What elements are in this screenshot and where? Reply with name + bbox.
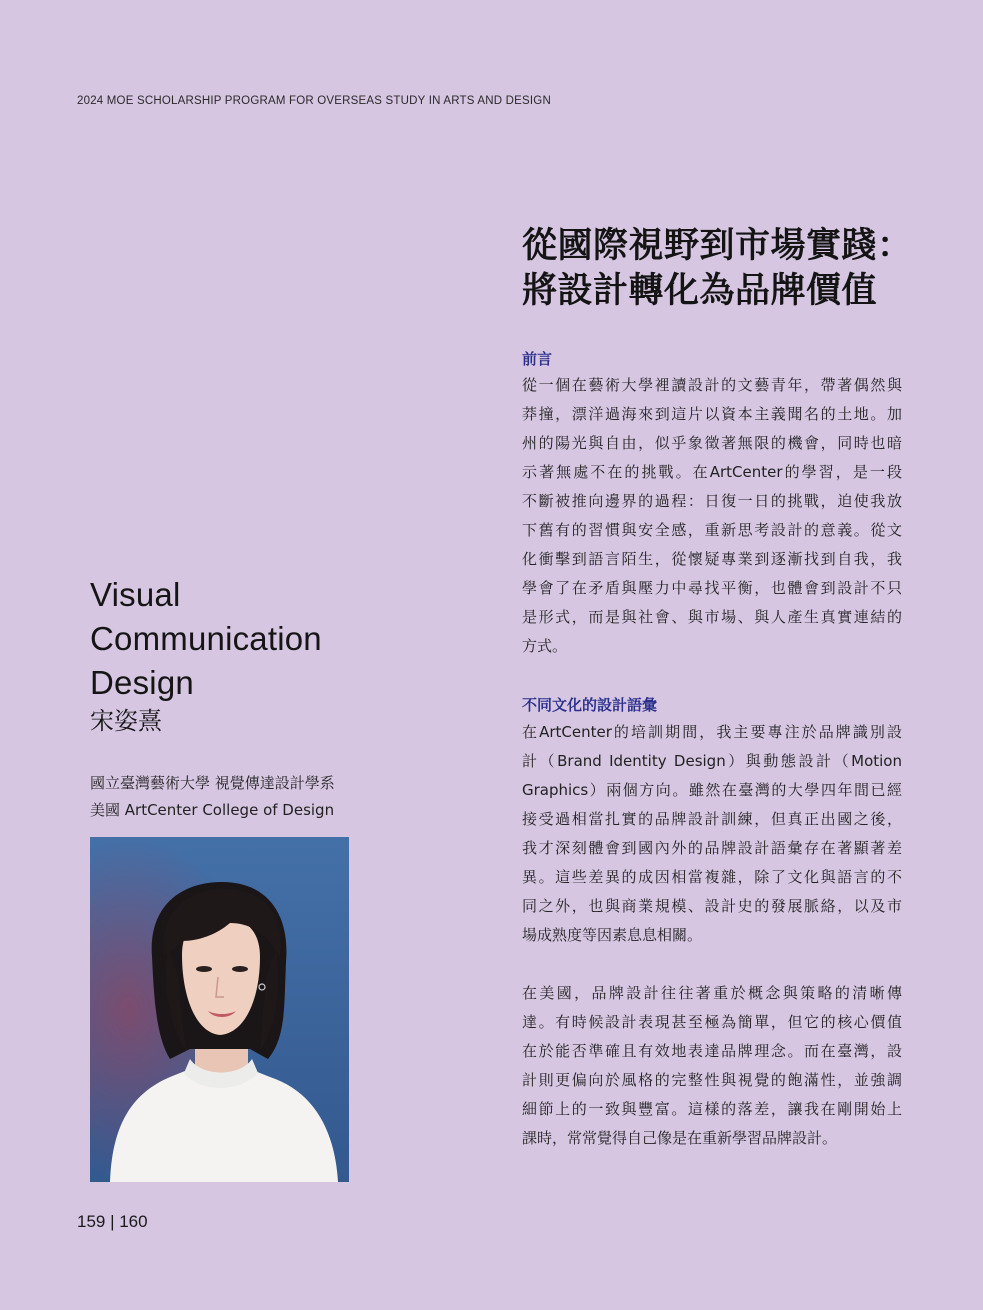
text-line: 異。這些差異的成因相當複雜，除了文化與語言的不 (522, 868, 902, 886)
article-title (522, 224, 962, 314)
text-line: 化衝擊到語言陌生，從懷疑專業到逐漸找到自我，我 (522, 550, 902, 568)
portrait-photo (90, 837, 349, 1182)
affiliation-artcenter: 美國 ArtCenter College of Design (90, 801, 335, 819)
affiliation-taiwan: 國立臺灣藝術大學 視覺傳達設計學系 (90, 774, 335, 792)
design-vocabulary-paragraph-1 (522, 718, 902, 950)
text-line: 在ArtCenter的培訓期間，我主要專注於品牌識別設 (522, 723, 902, 741)
text-line: 同之外，也與商業規模、設計史的發展脈絡，以及市 (522, 897, 902, 915)
text-line: 不斷被推向邊界的過程：日復一日的挑戰，迫使我放 (522, 492, 902, 510)
text-line: 在於能否準確且有效地表達品牌理念。而在臺灣，設 (522, 1042, 902, 1060)
portrait-illustration (90, 837, 349, 1182)
text-line: Graphics）兩個方向。雖然在臺灣的大學四年間已經 (522, 781, 902, 799)
title-line-1: 從國際視野到市場實踐： (522, 226, 913, 266)
title-line-2: 將設計轉化為品牌價值 (522, 271, 878, 311)
department-line-1: Visual (90, 576, 181, 613)
section-heading-design-vocabulary: 不同文化的設計語彙 (522, 696, 658, 714)
text-line: 課時，常常覺得自己像是在重新學習品牌設計。 (522, 1129, 838, 1147)
text-line: 達。有時候設計表現甚至極為簡單，但它的核心價值 (522, 1013, 902, 1031)
text-line: 下舊有的習慣與安全感，重新思考設計的意義。從文 (522, 521, 902, 539)
department-line-2: Communication (90, 620, 322, 657)
page-numbers: 159 | 160 (77, 1212, 148, 1231)
text-line: 從一個在藝術大學裡讀設計的文藝青年，帶著偶然與 (522, 376, 902, 394)
text-line: 計（Brand Identity Design）與動態設計（Motion (522, 752, 902, 770)
text-line: 在美國，品牌設計往往著重於概念與策略的清晰傳 (522, 984, 902, 1002)
text-line: 我才深刻體會到國內外的品牌設計語彙存在著顯著差 (522, 839, 902, 857)
text-line: 州的陽光與自由，似乎象徵著無限的機會，同時也暗 (522, 434, 902, 452)
text-line: 莽撞，漂洋過海來到這片以資本主義聞名的土地。加 (522, 405, 902, 423)
scholar-name: 宋姿熹 (90, 707, 162, 735)
text-line: 計則更偏向於風格的完整性與視覺的飽滿性，並強調 (522, 1071, 902, 1089)
text-line: 場成熟度等因素息息相關。 (522, 926, 703, 944)
text-line: 接受過相當扎實的品牌設計訓練，但真正出國之後， (522, 810, 902, 828)
department-line-3: Design (90, 664, 194, 701)
program-header: 2024 MOE SCHOLARSHIP PROGRAM FOR OVERSEAS STUDY IN ARTS AND DESIGN (77, 95, 551, 107)
section-heading-preface: 前言 (522, 350, 553, 368)
design-vocabulary-paragraph-2 (522, 979, 902, 1153)
department-name (90, 573, 420, 705)
profile-block (90, 573, 420, 737)
text-line: 學會了在矛盾與壓力中尋找平衡，也體會到設計不只 (522, 579, 902, 597)
text-line: 細節上的一致與豐富。這樣的落差，讓我在剛開始上 (522, 1100, 902, 1118)
text-line: 是形式，而是與社會、與市場、與人產生真實連結的 (522, 608, 902, 626)
text-line: 示著無處不在的挑戰。在ArtCenter的學習，是一段 (522, 463, 902, 481)
text-line: 方式。 (522, 637, 568, 655)
affiliations (90, 770, 335, 824)
preface-paragraph (522, 371, 902, 661)
